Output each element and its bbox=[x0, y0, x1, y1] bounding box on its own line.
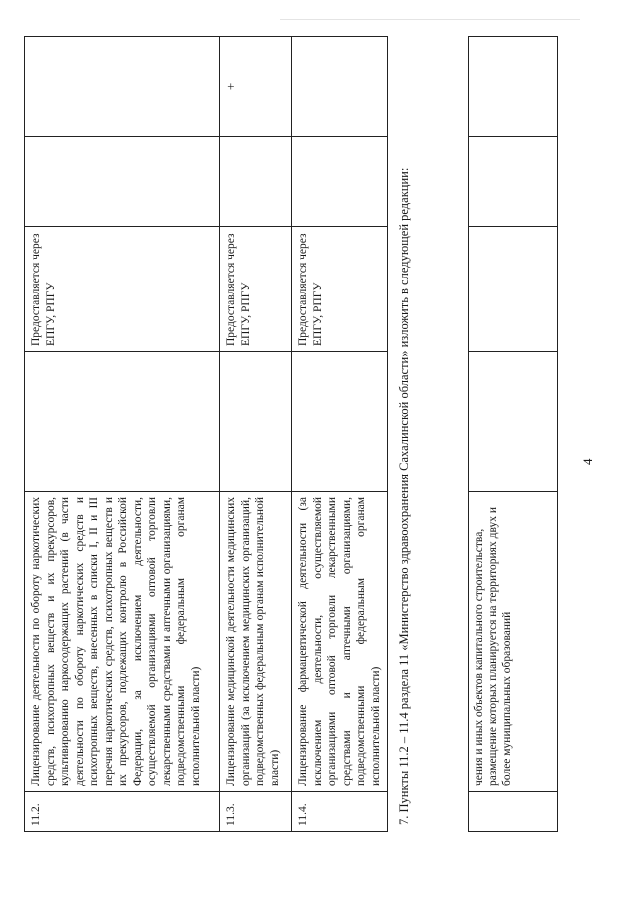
continuation-table bbox=[468, 36, 558, 832]
continuation-row bbox=[469, 37, 558, 832]
continuation-cell-empty bbox=[469, 227, 558, 352]
row-mark: + bbox=[220, 37, 292, 137]
row-empty-cell bbox=[292, 352, 388, 492]
table-row bbox=[292, 37, 388, 832]
amendment-caption: 7. Пункты 11.2 – 11.4 раздела 11 «Министерство здравоохранения Сахалинской области» изложить в следующей редакции: bbox=[397, 167, 411, 825]
row-mark bbox=[292, 37, 388, 137]
row-description: Лицензирование деятельности по обороту наркотических средств, психотропных веществ и их прекурсоров, культивированию наркосодержащих растений (в части деятельности по обороту наркотических средств и психотропных веществ, внесенных в списки I, II и III перечня наркотических средств, психотропных веществ и их прекурсоров, подлежащих контролю в Российской Федерации, за исключением деятельности, осуществляемой организациями оптовой торговли лекарственными средствами и аптечными организациями, подведомственными федеральным органам исполнительной власти) bbox=[25, 492, 220, 792]
continuation-cell-empty bbox=[469, 37, 558, 137]
scan-artifact-line bbox=[280, 19, 580, 20]
row-number: 11.2. bbox=[25, 792, 220, 832]
row-empty-cell bbox=[220, 137, 292, 227]
continuation-cell-text: чения и иных объектов капитального строительства, размещение которых планируется на территориях двух и более муниципальных образований bbox=[469, 492, 558, 792]
services-table bbox=[24, 36, 388, 832]
row-empty-cell bbox=[292, 137, 388, 227]
row-empty-cell bbox=[25, 137, 220, 227]
row-empty-cell bbox=[220, 352, 292, 492]
row-number: 11.3. bbox=[220, 792, 292, 832]
row-number: 11.4. bbox=[292, 792, 388, 832]
table-row bbox=[220, 37, 292, 832]
row-description: Лицензирование фармацевтической деятельности (за исключением деятельности, осуществляемой организациями оптовой торговли лекарственными средствами и аптечными организациями, подведомственными федеральным органам исполнительной власти) bbox=[292, 492, 388, 792]
row-provision: Предоставляется через ЕПГУ, РПГУ bbox=[220, 227, 292, 352]
row-description: Лицензирование медицинской деятельности медицинских организаций (за исключением медицинских организаций, подведомственных федеральным органам исполнительной власти) bbox=[220, 492, 292, 792]
continuation-cell-empty bbox=[469, 352, 558, 492]
row-empty-cell bbox=[25, 352, 220, 492]
table-row bbox=[25, 37, 220, 832]
page-number: 4 bbox=[580, 458, 595, 465]
row-provision: Предоставляется через ЕПГУ, РПГУ bbox=[25, 227, 220, 352]
continuation-cell-num bbox=[469, 792, 558, 832]
row-mark bbox=[25, 37, 220, 137]
row-provision: Предоставляется через ЕПГУ, РПГУ bbox=[292, 227, 388, 352]
continuation-cell-empty bbox=[469, 137, 558, 227]
